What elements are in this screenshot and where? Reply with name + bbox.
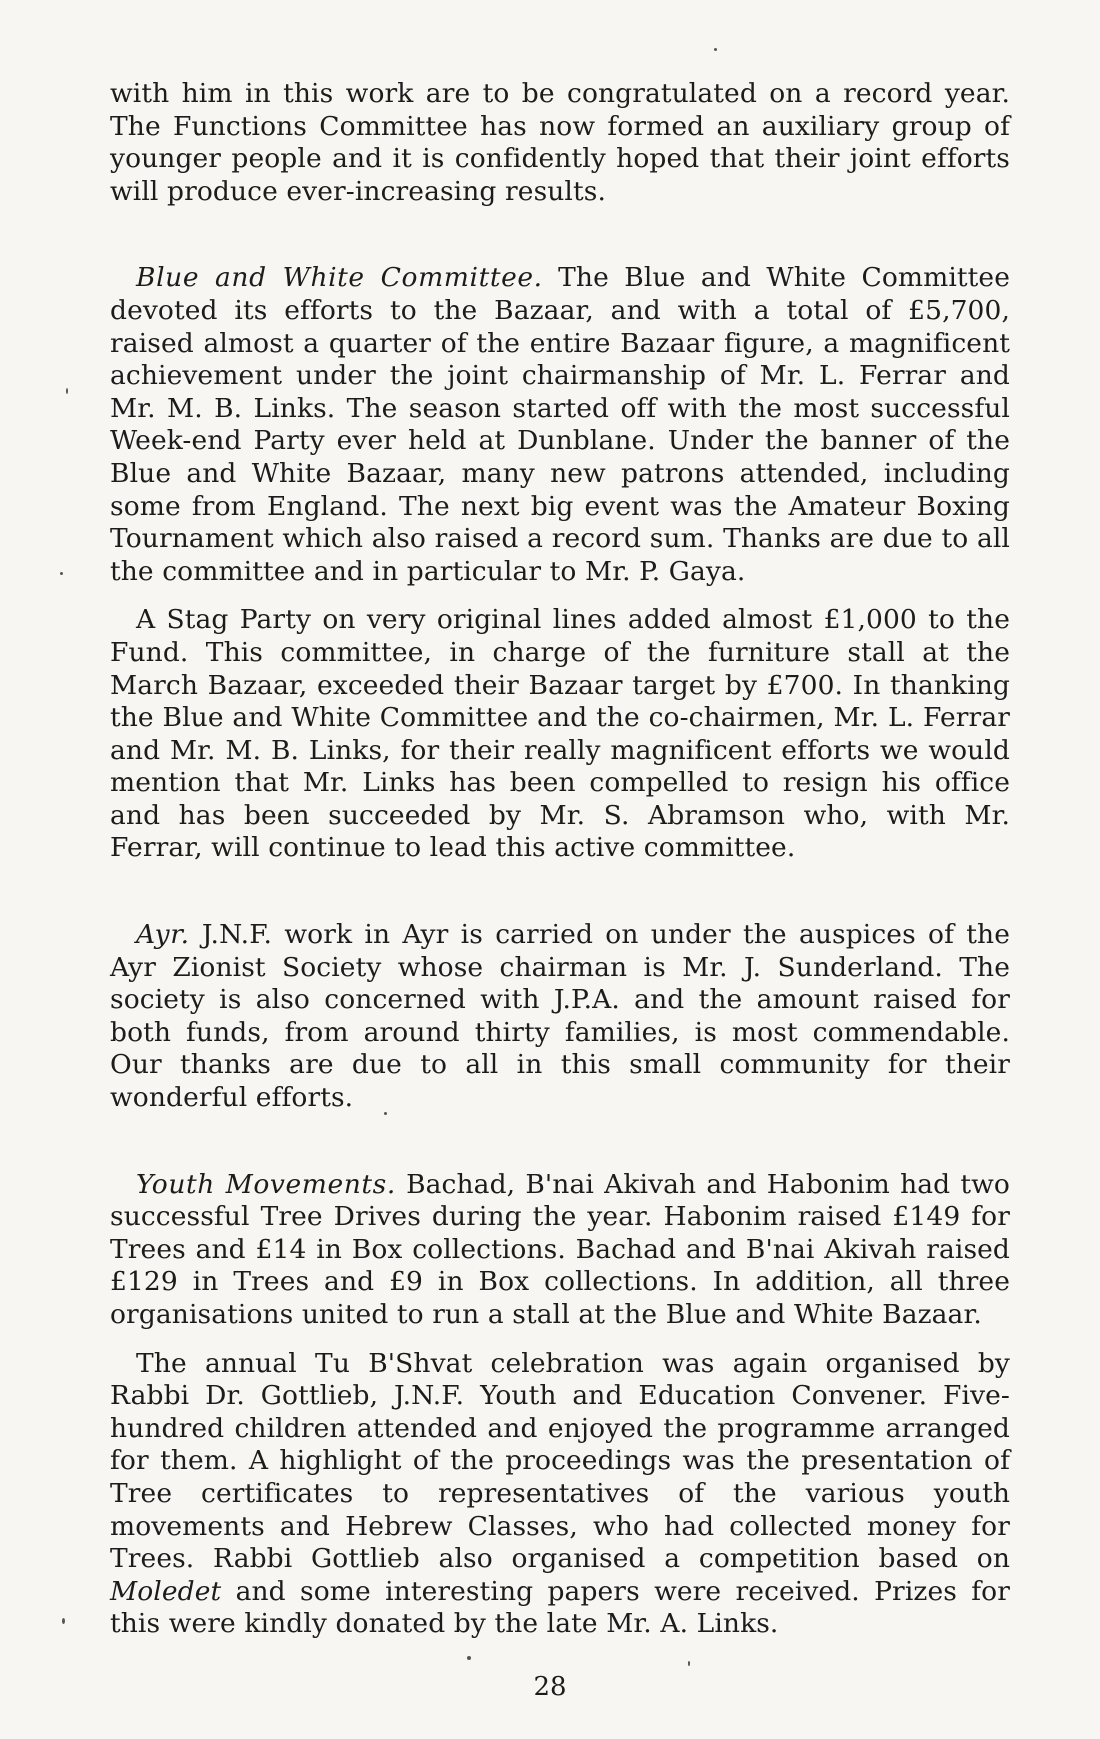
page-number: 28 (533, 1672, 567, 1702)
paragraph-text: Bachad, B'nai Akivah and Habonim had two successful Tree Drives during the year. Habonim raised £149 for Trees and £14 in Box collections. Bachad and B'nai Akivah raised £129 in Trees and £9 in Box collections. In addition, all three organisations united to run a stall at the Blue and White Bazaar. (110, 1168, 1010, 1330)
scan-speck (60, 572, 63, 575)
paragraph-text: The Blue and White Committee devoted its efforts to the Bazaar, and with a total of £5,700, raised almost a quarter of the entire Bazaar figure, a magnificent achievement under the joint chairmanship of Mr. L. Ferrar and Mr. M. B. Links. The season started off with the most successful Week-end Party ever held at Dunblane. Under the banner of the Blue and White Bazaar, many new patrons attended, including some from England. The next big event was the Amateur Boxing Tournament which also raised a record sum. Thanks are due to all the committee and in particular to Mr. P. Gaya. (110, 262, 1010, 587)
scan-speck (384, 1112, 387, 1115)
paragraph-text: A Stag Party on very original lines added almost £1,000 to the Fund. This committee, in charge of the furniture stall at the March Bazaar, exceeded their Bazaar target by £700. In thanking the Blue and White Committee and the co-chairmen, Mr. L. Ferrar and Mr. M. B. Links, for their really magnificent efforts we would mention that Mr. Links has been compelled to resign his office and has been succeeded by Mr. S. Abramson who, with Mr. Ferrar, will continue to lead this active committee. (110, 604, 1010, 864)
paragraph-blue-and-white-committee (110, 262, 1010, 588)
paragraph-text: J.N.F. work in Ayr is carried on under the auspices of the Ayr Zionist Society whose chairman is Mr. J. Sunderland. The society is also concerned with J.P.A. and the amount raised for both funds, from around thirty families, is most commendable. Our thanks are due to all in this small community for their wonderful efforts. (110, 919, 1010, 1114)
section-heading-blue-and-white: Blue and White Committee. (136, 262, 543, 294)
paragraph-stag-party (110, 604, 1010, 865)
paragraph-tu-bshvat (110, 1348, 1010, 1641)
scan-speck (688, 1661, 690, 1666)
scan-speck (467, 1656, 471, 1660)
paragraph-text-continued: and some interesting papers were received. Prizes for this were kindly donated by the late Mr. A. Links. (110, 1575, 1010, 1640)
section-heading-youth-movements: Youth Movements. (136, 1168, 396, 1200)
paragraph-functions-committee (110, 78, 1010, 208)
scan-speck (714, 48, 717, 51)
emphasis-moledet: Moledet (110, 1575, 222, 1607)
body-text (110, 78, 1010, 1641)
paragraph-youth-movements (110, 1169, 1010, 1332)
paragraph-text: with him in this work are to be congratulated on a record year. The Functions Committee has now formed an auxiliary group of younger people and it is confidently hoped that their joint efforts will produce ever-increasing results. (110, 78, 1010, 207)
scan-speck (66, 388, 68, 394)
scan-speck (62, 1618, 65, 1624)
paragraph-text: The annual Tu B'Shvat celebration was again organised by Rabbi Dr. Gottlieb, J.N.F. Youth and Education Convener. Five-hundred children attended and enjoyed the programme arranged for them. A highlight of the proceedings was the presentation of Tree certificates to representatives of the various youth movements and Hebrew Classes, who had collected money for Trees. Rabbi Gottlieb also organised a competition based on (110, 1347, 1010, 1575)
section-heading-ayr: Ayr. (136, 919, 190, 951)
paragraph-ayr (110, 919, 1010, 1115)
